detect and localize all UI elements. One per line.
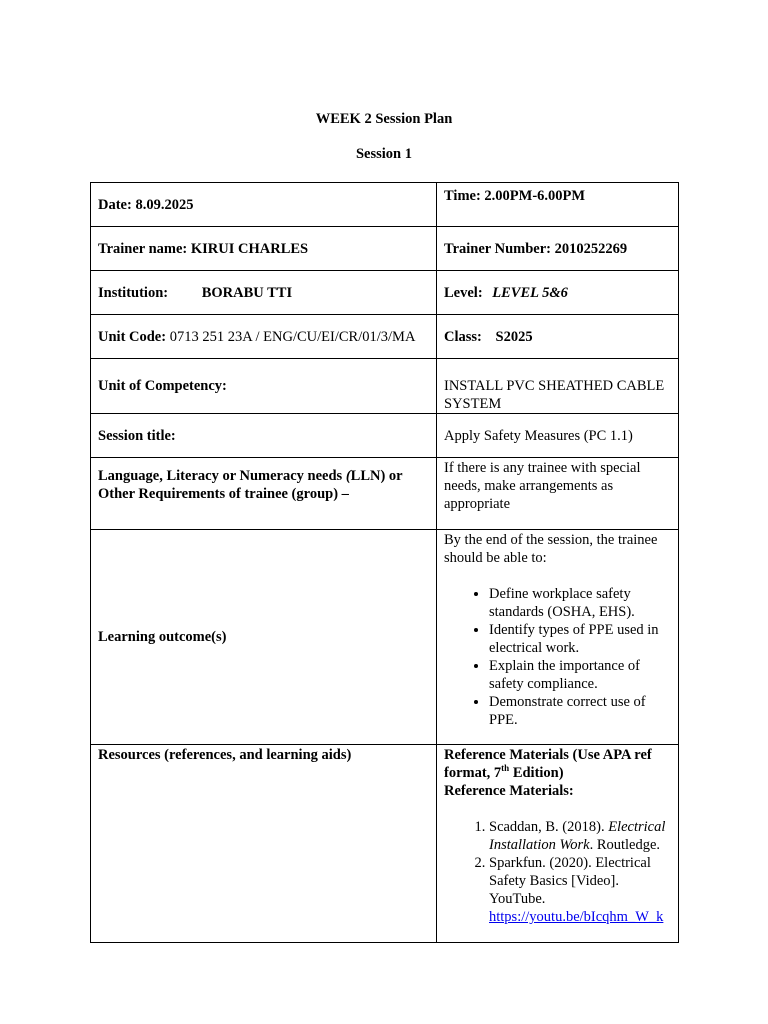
session-plan-table [90,182,679,943]
class-value: S2025 [495,328,533,345]
session-heading: Session 1 [355,146,412,162]
time-value: 2.00PM-6.00PM [484,188,586,204]
learning-outcomes-intro: By the end of the session, the trainee should be able to: [444,532,658,566]
list-item: 1. Scaddan, B. (2018). Electrical Installation Work. Routledge. [489,818,671,854]
list-item: • Define workplace safety standards (OSHA, EHS). [489,585,671,621]
table-row [91,271,679,315]
table-row [91,315,679,359]
table-row [91,359,679,414]
session-title-label: Session title: [98,427,176,444]
reference-subheading: Reference Materials: [444,783,574,799]
trainer-number-value: 2010252269 [554,240,628,257]
level-cell [437,271,679,315]
learning-outcomes-label: Learning outcome(s) [98,629,227,645]
level-label: Level: [444,284,483,301]
learning-outcomes-value-cell [437,530,679,745]
table-row [91,183,679,227]
trainer-number-cell [437,227,679,271]
session-title-value-cell [437,414,679,458]
lln-label-part1: Language, Literacy or Numeracy needs [98,468,346,484]
list-item: • Identify types of PPE used in electrical work. [489,621,671,657]
table-row [91,530,679,745]
time-cell [437,183,679,227]
reference-list [444,818,671,926]
trainer-number-label: Trainer Number: [444,240,551,257]
list-item: • Demonstrate correct use of PPE. [489,693,671,729]
level-value: LEVEL 5&6 [492,284,568,301]
table-row [91,227,679,271]
document-title: WEEK 2 Session Plan [315,111,453,127]
institution-cell [91,271,437,315]
learning-outcomes-cell [91,530,437,745]
lln-label-paren: ( [345,468,351,484]
learning-outcomes-list [444,585,671,729]
reference-title: Electrical Installation Work [489,819,666,853]
trainer-name-label: Trainer name: [98,240,188,257]
lln-value: If there is any trainee with special needs, make arrangements as appropriate [444,460,641,512]
list-item: 2. Sparkfun. (2020). Electrical Safety Basics [Video]. YouTube. https://youtu.be/bIcqhm_W_k [489,854,671,926]
unit-code-value: 0713 251 23A / ENG/CU/EI/CR/01/3/MA [169,328,416,345]
lln-label-part2: LLN) or Other Requirements of trainee (group) – [98,468,403,502]
table-row [91,458,679,530]
youtube-link[interactable]: https://youtu.be/bIcqhm_W_k [489,909,664,925]
resources-value-cell [437,745,679,943]
list-item: • Explain the importance of safety compliance. [489,657,671,693]
unit-of-competency-value: INSTALL PVC SHEATHED CABLE SYSTEM [444,378,665,412]
unit-code-cell [91,315,437,359]
date-value: 8.09.2025 [135,196,194,213]
unit-of-competency-cell [91,359,437,414]
resources-label: Resources (references, and learning aids) [98,747,352,763]
resources-cell [91,745,437,943]
time-label: Time: [444,188,481,204]
unit-of-competency-value-cell [437,359,679,414]
unit-code-label: Unit Code: [98,328,167,345]
session-title-value: Apply Safety Measures (PC 1.1) [444,427,633,444]
institution-label: Institution: [98,284,169,301]
table-row [91,745,679,943]
class-label: Class: [444,328,482,345]
trainer-name-cell [91,227,437,271]
table-row [91,414,679,458]
lln-value-cell [437,458,679,530]
institution-value: BORABU TTI [201,284,293,301]
session-title-cell [91,414,437,458]
class-cell [437,315,679,359]
lln-cell [91,458,437,530]
trainer-name-value: KIRUI CHARLES [190,240,309,257]
reference-heading: Reference Materials (Use APA ref format, 7th Edition) [444,747,652,781]
unit-of-competency-label: Unit of Competency: [98,378,227,394]
date-label: Date: [98,196,132,213]
date-cell [91,183,437,227]
